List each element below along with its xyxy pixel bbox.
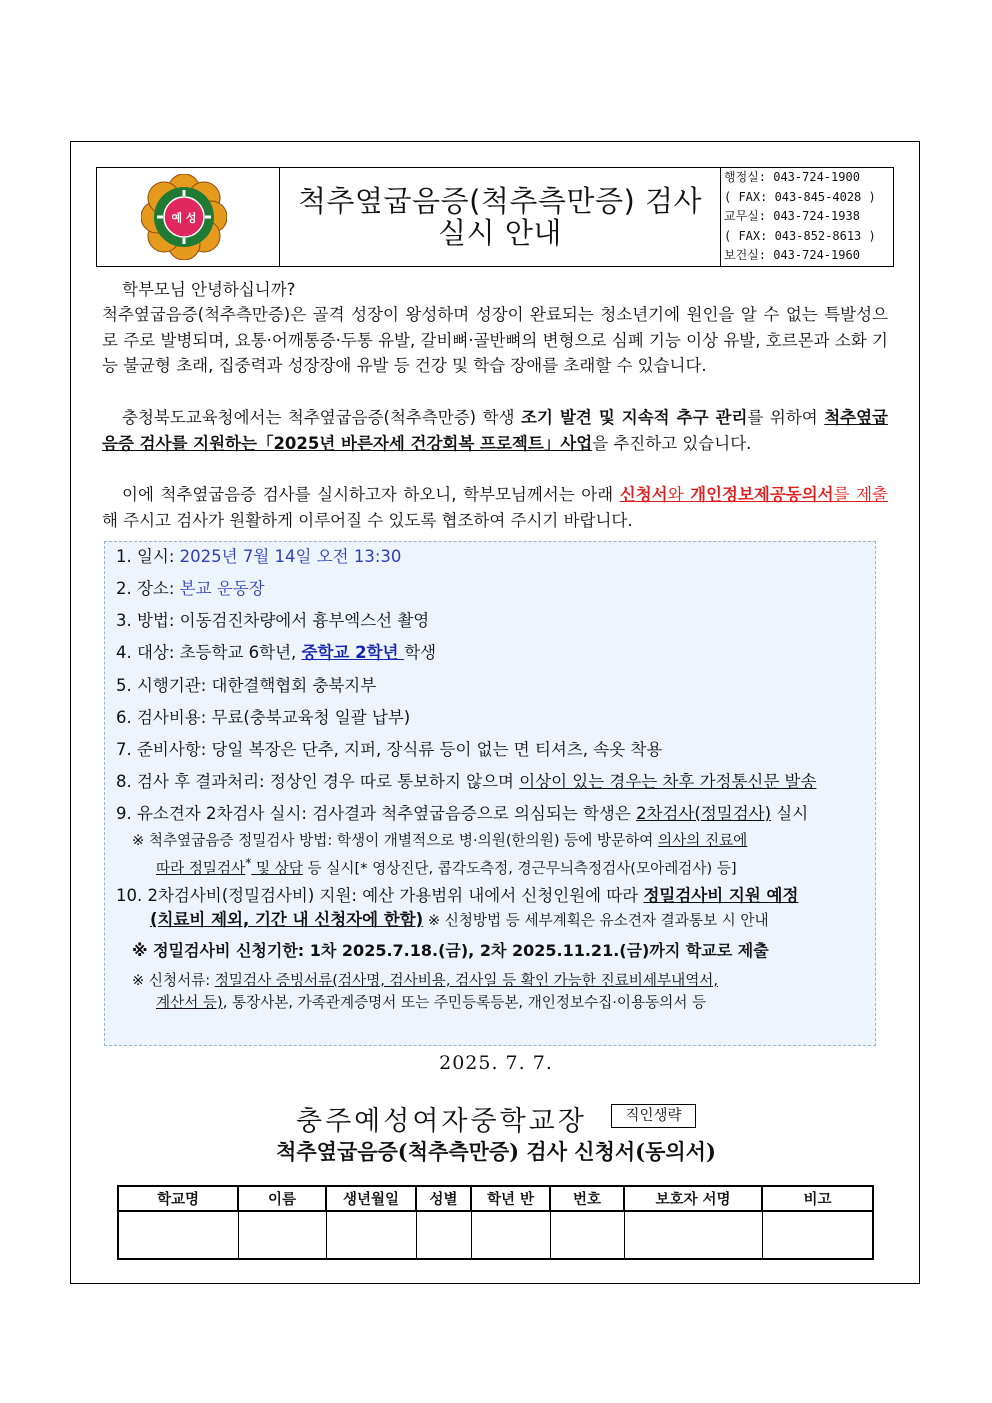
item-value: 중학교 2학년	[301, 643, 405, 662]
birthdate-field[interactable]	[326, 1211, 416, 1259]
item-value: 본교 운동장	[179, 579, 265, 598]
title-line-1: 척추옆굽음증(척추측만증) 검사	[297, 184, 703, 218]
contact-line: ( FAX: 043-852-8613 )	[724, 228, 876, 243]
greeting: 학부모님 안녕하십니까?	[122, 280, 296, 299]
form-header: 생년월일	[326, 1186, 416, 1211]
school-name-field[interactable]	[118, 1211, 238, 1259]
item-second-exam	[116, 800, 808, 824]
form-header: 학년 반	[471, 1186, 550, 1211]
text-span: 9. 유소견자 2차검사 실시: 검사결과 척추옆굽음증으로 의심되는 학생은	[116, 804, 637, 823]
text-span: 실시	[771, 804, 809, 823]
text-span: 을 추진하고 있습니다.	[592, 433, 752, 453]
request-paragraph	[102, 482, 888, 533]
name-field[interactable]	[238, 1211, 326, 1259]
text-span: ※ 신청서류:	[132, 972, 215, 989]
underlined-text: 이상이 있는 경우는 차후 가정통신문 발송	[519, 772, 817, 791]
text-span: 이에 척추옆굽음증 검사를 실시하고자 하오니, 학부모님께서는 아래	[122, 485, 620, 504]
form-header: 번호	[550, 1186, 624, 1211]
logo-text: 예 성	[171, 211, 197, 225]
item-results	[116, 768, 816, 792]
form-header-row	[118, 1186, 873, 1211]
text-span: ※ 신청방법 등 세부계획은 유소견자 결과통보 시 안내	[423, 912, 769, 929]
text-span: 와	[667, 485, 691, 504]
contact-line: ( FAX: 043-845-4028 )	[724, 189, 876, 204]
project-name: 척추옆굽음증 검사를 지원하는「2025년 바른자세 건강회복 프로젝트」사업	[102, 408, 888, 453]
item-label: 2. 장소:	[116, 579, 180, 598]
seal-omitted-badge: 직인생략	[611, 1104, 696, 1128]
bold-underlined-text: (치료비 제외, 기간 내 신청자에 한함)	[150, 910, 424, 929]
contact-line: 행정실: 043-724-1900	[724, 170, 860, 184]
underlined-text: 의사의 진료에	[658, 832, 748, 849]
project-paragraph	[102, 405, 888, 456]
item-agency: 5. 시행기관: 대한결핵협회 충북지부	[116, 676, 377, 695]
school-principal: 충주예성여자중학교장	[296, 1106, 587, 1137]
application-form-table	[117, 1185, 874, 1260]
footnote-mark: *	[245, 856, 252, 870]
item-label: 4. 대상: 초등학교 6학년,	[116, 643, 302, 662]
consent-form-text: 개인정보제공동의서	[690, 485, 834, 504]
underlined-text: 2차검사(정밀검사)	[636, 804, 772, 823]
item-value: 2025년 7월 14일 오전 13:30	[179, 547, 402, 566]
item-method: 3. 방법: 이동검진차량에서 흉부엑스선 촬영	[116, 611, 430, 630]
item-preparation: 7. 준비사항: 당일 복장은 단추, 지퍼, 장식류 등이 없는 면 티셔츠, 속옷 착용	[116, 740, 663, 759]
text-span: 등 실시[* 영상진단, 콥각도측정, 경근무늬측정검사(모아레검사) 등]	[302, 859, 737, 877]
issue-date: 2025. 7. 7.	[439, 1052, 553, 1074]
gender-field[interactable]	[416, 1211, 471, 1259]
item-exam-fee-support	[116, 882, 798, 906]
submit-text: 를 제출	[833, 485, 888, 504]
bold-text: 조기 발견 및 지속적 추구 관리	[521, 408, 748, 427]
text-span: 8. 검사 후 결과처리: 정상인 경우 따로 통보하지 않으며	[116, 772, 520, 791]
text-span: 10. 2차검사비(정밀검사비) 지원: 예산 가용범위 내에서 신청인원에 따라	[116, 886, 644, 905]
text-span: 를 위하여	[747, 408, 825, 427]
item-tail: 학생	[404, 643, 437, 662]
title-line-2: 실시 안내	[438, 216, 562, 250]
form-header: 비고	[762, 1186, 873, 1211]
grade-class-field[interactable]	[471, 1211, 550, 1259]
item-date	[116, 543, 401, 567]
note-exam-method	[132, 830, 747, 880]
application-form-text: 신청서	[619, 485, 668, 504]
item-target	[116, 639, 436, 663]
header-table	[96, 167, 894, 267]
form-title: 척추옆굽음증(척추측만증) 검사 신청서(동의서)	[276, 1139, 716, 1164]
item-exam-fee-support-cont	[150, 906, 769, 930]
text-span: ※ 척추옆굽음증 정밀검사 방법: 학생이 개별적으로 병·의원(한의원) 등에 방문하여	[132, 832, 659, 849]
document-title	[280, 168, 721, 266]
text-span: 충청북도교육청에서는 척추옆굽음증(척추측만증) 학생	[122, 408, 522, 427]
form-input-row	[118, 1211, 873, 1259]
form-header: 이름	[238, 1186, 326, 1211]
documents-note	[132, 970, 718, 1014]
deadline-note: ※ 정밀검사비 신청기한: 1차 2025.7.18.(금), 2차 2025.11.21.(금)까지 학교로 제출	[132, 941, 769, 960]
guardian-signature-field[interactable]	[624, 1211, 762, 1259]
remarks-field[interactable]	[762, 1211, 873, 1259]
item-place	[116, 575, 265, 599]
underlined-text: 정밀검사 증빙서류(검사명, 검사비용, 검사일 등 확인 가능한 진료비세부내역서,	[214, 972, 719, 989]
item-label: 1. 일시:	[116, 547, 180, 566]
item-cost: 6. 검사비용: 무료(충북교육청 일괄 납부)	[116, 708, 411, 727]
contact-info	[721, 168, 893, 266]
text-span: , 통장사본, 가족관계증명서 또는 주민등록등본, 개인정보수집·이용동의서 등	[222, 994, 707, 1011]
form-header: 보호자 서명	[624, 1186, 762, 1211]
number-field[interactable]	[550, 1211, 624, 1259]
bold-underlined-text: 정밀검사비 지원 예정	[643, 886, 799, 905]
underlined-text: 및 상담	[251, 859, 303, 877]
underlined-text: 계산서 등)	[156, 994, 223, 1011]
school-logo-cell	[97, 168, 280, 266]
underlined-text: 따라 정밀검사	[156, 859, 246, 877]
contact-line: 교무실: 043-724-1938	[724, 209, 860, 223]
text-span: 해 주시고 검사가 원활하게 이루어질 수 있도록 협조하여 주시기 바랍니다.	[102, 510, 633, 530]
school-emblem-icon	[141, 174, 227, 260]
contact-line: 보건실: 043-724-1960	[724, 248, 860, 262]
form-header: 학교명	[118, 1186, 238, 1211]
intro-paragraph: 척추옆굽음증(척추측만증)은 골격 성장이 왕성하며 성장이 완료되는 청소년기에 원인을 알 수 없는 특발성으로 주로 발병되며, 요통·어깨통증·두통 유발, 갈비뼈·골반뼈의 변형으로 심폐 기능 이상 유발, 호르몬과 소화 기능 불균형 초래, 집중력과 성장장애 유발 등 건강 및 학습 장애를 초래할 수 있습니다.	[102, 305, 888, 376]
form-header: 성별	[416, 1186, 471, 1211]
